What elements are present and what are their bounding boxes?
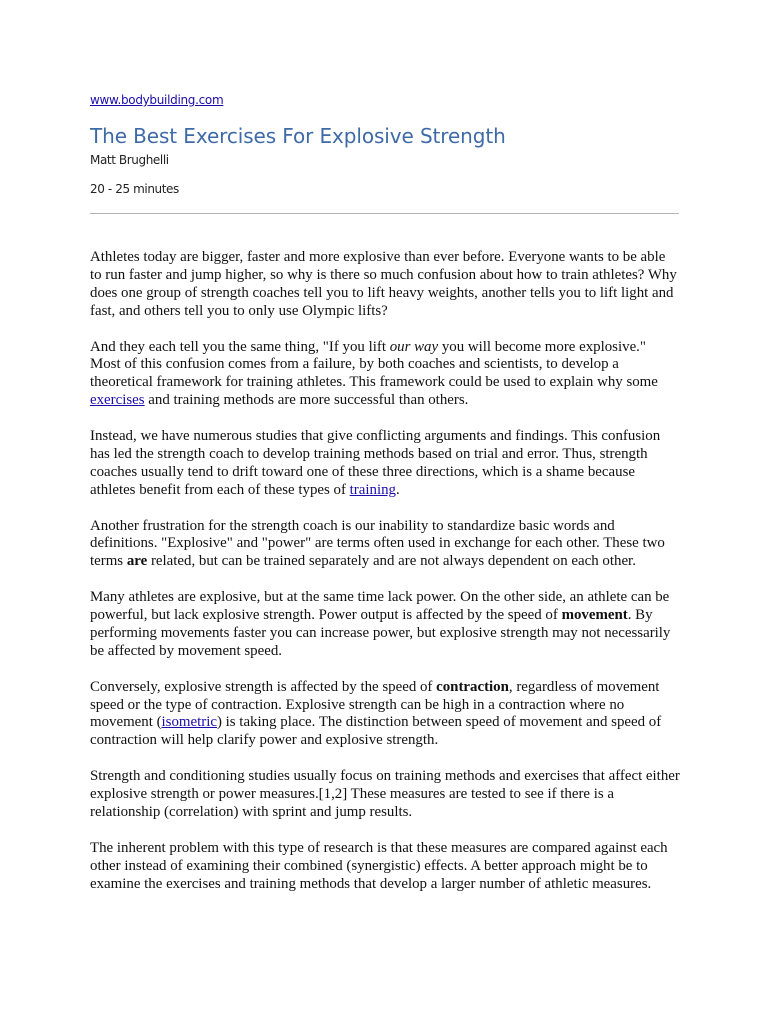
text-run: Many athletes are explosive, but at the same time lack power. On the other side, an athlete can be powerful, but lack explosive strength. Power output is affected by the speed of <box>90 589 670 624</box>
paragraph-1: Athletes today are bigger, faster and more explosive than ever before. Everyone wants to be able to run faster and jump higher, so why is there so much confusion about how to train athletes? Why does one group of strength coaches tell you to lift heavy weights, another tells you to lift light and fast, and others tell you to only use Olympic lifts? <box>90 249 677 319</box>
paragraph-2 <box>90 339 680 411</box>
header-divider <box>90 213 679 214</box>
text-run: And they each tell you the same thing, "If you lift <box>90 338 390 355</box>
text-run: related, but can be trained separately and are not always dependent on each other. <box>147 553 636 570</box>
article-title: The Best Exercises For Explosive Strength <box>90 124 506 148</box>
paragraph-8: The inherent problem with this type of research is that these measures are compared against each other instead of examining their combined (synergistic) effects. A better approach might be to examine the exercises and training methods that develop a larger number of athletic measures. <box>90 839 668 892</box>
paragraph-7: Strength and conditioning studies usually focus on training methods and exercises that affect either explosive strength or power measures.[1,2] These measures are tested to see if there is a relationship (correlation) with sprint and jump results. <box>90 768 680 820</box>
emphasis-text: our way <box>389 338 439 355</box>
text-run: you will become more explosive." Most of this confusion comes from a failure, by both coaches and scientists, to develop a theoretical framework for training athletes. This framework could be used to explain why some <box>90 338 658 391</box>
bold-text: are <box>126 553 148 570</box>
paragraph-6 <box>90 679 680 751</box>
text-run: Another frustration for the strength coach is our inability to standardize basic words and definitions. "Explosive" and "power" are terms often used in exchange for each other. These two terms <box>90 517 665 570</box>
text-run: . By performing movements faster you can increase power, but explosive strength may not necessarily be affected by movement speed. <box>90 607 671 659</box>
reading-time: 20 - 25 minutes <box>90 182 179 196</box>
source-link[interactable]: www.bodybuilding.com <box>90 93 224 107</box>
paragraph-3 <box>90 428 680 500</box>
isometric-link[interactable]: isometric <box>161 714 217 731</box>
text-run: . <box>395 481 400 498</box>
paragraph-5 <box>90 589 680 661</box>
paragraph-4 <box>90 518 680 572</box>
exercises-link[interactable]: exercises <box>90 392 145 409</box>
text-run: and training methods are more successful than others. <box>144 392 469 409</box>
bold-text: contraction <box>436 678 509 695</box>
article-body <box>90 249 680 911</box>
text-run: , regardless of movement speed or the type of contraction. Explosive strength can be high in a contraction where no movement ( <box>90 678 660 731</box>
text-run: Instead, we have numerous studies that give conflicting arguments and findings. This confusion has led the strength coach to develop training methods based on trial and error. Thus, strength coaches usually tend to drift toward one of these three directions, which is a shame because athletes benefit from each of these types of <box>90 428 661 498</box>
text-run: Conversely, explosive strength is affected by the speed of <box>90 678 437 695</box>
author-name: Matt Brughelli <box>90 153 169 167</box>
training-link[interactable]: training <box>349 481 396 498</box>
text-run: ) is taking place. The distinction between speed of movement and speed of contraction will help clarify power and explosive strength. <box>90 714 662 749</box>
bold-text: movement <box>561 607 628 624</box>
